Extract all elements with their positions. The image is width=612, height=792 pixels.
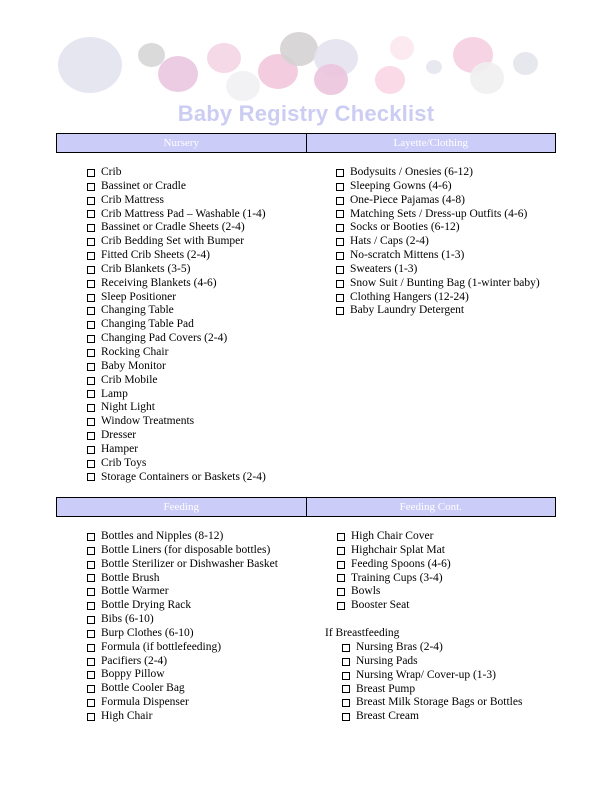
checkbox-icon[interactable] <box>87 671 95 679</box>
checklist-item <box>336 166 540 180</box>
checklist-item-label: Training Cups (3-4) <box>351 571 443 584</box>
checklist-item <box>87 235 266 249</box>
checklist-item-label: Nursing Pads <box>356 654 418 667</box>
checklist-item-label: Bottle Brush <box>101 571 160 584</box>
checklist-item <box>87 291 266 305</box>
checkbox-icon[interactable] <box>336 307 344 315</box>
bubble-decoration <box>390 36 414 60</box>
column-header-feeding-cont: Feeding Cont. <box>306 498 556 516</box>
checklist-item <box>342 669 522 683</box>
checklist-item-label: Hamper <box>101 442 139 455</box>
checkbox-icon[interactable] <box>336 280 344 288</box>
checklist-item <box>336 235 540 249</box>
checkbox-icon[interactable] <box>87 432 95 440</box>
checklist-item <box>336 263 540 277</box>
checklist-item <box>342 696 522 710</box>
checkbox-icon[interactable] <box>87 713 95 721</box>
checklist-item-label: No-scratch Mittens (1-3) <box>350 249 465 262</box>
checklist-item-label: Bottle Warmer <box>101 585 169 598</box>
checkbox-icon[interactable] <box>336 224 344 232</box>
checklist-item-label: Crib <box>101 166 122 178</box>
checkbox-icon[interactable] <box>342 672 350 680</box>
checkbox-icon[interactable] <box>87 363 95 371</box>
checkbox-icon[interactable] <box>336 183 344 191</box>
checklist-item <box>87 641 278 655</box>
checklist-item <box>87 585 278 599</box>
checklist-item <box>87 655 278 669</box>
checklist-item <box>337 544 451 558</box>
checklist-item-label: Crib Blankets (3-5) <box>101 262 191 275</box>
checklist-item <box>342 683 522 697</box>
checklist-item-label: Changing Pad Covers (2-4) <box>101 332 228 345</box>
checklist-item <box>87 613 278 627</box>
checklist-item <box>87 208 266 222</box>
checklist-item-label: Changing Table Pad <box>101 318 194 331</box>
checklist-item-label: Storage Containers or Baskets (2-4) <box>101 470 266 483</box>
bubble-decoration <box>280 32 318 66</box>
checklist-item <box>87 627 278 641</box>
checklist-item-label: Sweaters (1-3) <box>350 262 418 275</box>
checklist-item-label: Receiving Blankets (4-6) <box>101 276 217 289</box>
checkbox-icon[interactable] <box>87 294 95 302</box>
section-header-nursery-layette <box>56 133 556 153</box>
checklist-item <box>87 599 278 613</box>
checklist-item-label: Bottle Liners (for disposable bottles) <box>101 543 271 556</box>
checkbox-icon[interactable] <box>336 294 344 302</box>
checkbox-icon[interactable] <box>87 349 95 357</box>
checklist-item <box>87 544 278 558</box>
checkbox-icon[interactable] <box>87 377 95 385</box>
checkbox-icon[interactable] <box>336 169 344 177</box>
checklist-item-label: Crib Mattress <box>101 193 164 206</box>
bubble-decoration <box>226 71 260 101</box>
checklist-item-label: High Chair <box>101 709 153 722</box>
checklist-item <box>336 304 540 318</box>
checkbox-icon[interactable] <box>87 335 95 343</box>
checklist-item <box>87 180 266 194</box>
checklist-item <box>87 696 278 710</box>
checklist-item <box>87 277 266 291</box>
checklist-item-label: Breast Milk Storage Bags or Bottles <box>356 696 523 709</box>
checkbox-icon[interactable] <box>87 630 95 638</box>
checklist-item-label: Bottle Sterilizer or Dishwasher Basket <box>101 557 278 570</box>
checklist-item-label: Bottles and Nipples (8-12) <box>101 530 224 542</box>
checklist-item <box>87 332 266 346</box>
checkbox-icon[interactable] <box>87 210 95 218</box>
checkbox-icon[interactable] <box>336 266 344 274</box>
checklist-item <box>87 530 278 544</box>
checkbox-icon[interactable] <box>87 699 95 707</box>
checklist-item-label: Dresser <box>101 429 137 442</box>
checkbox-icon[interactable] <box>87 547 95 555</box>
checklist-item-label: Bibs (6-10) <box>101 613 154 626</box>
checklist-item-label: Baby Monitor <box>101 359 166 372</box>
checkbox-icon[interactable] <box>336 238 344 246</box>
checkbox-icon[interactable] <box>87 616 95 624</box>
checkbox-icon[interactable] <box>342 658 350 666</box>
checklist-item-label: Bassinet or Cradle <box>101 179 186 192</box>
checklist-item-label: Boppy Pillow <box>101 668 165 681</box>
checklist-item-label: Bottle Cooler Bag <box>101 682 185 695</box>
feeding-checklist <box>87 530 278 724</box>
bubble-decoration <box>470 62 504 94</box>
checklist-item <box>87 263 266 277</box>
checklist-item <box>87 346 266 360</box>
checklist-item-label: Socks or Booties (6-12) <box>350 221 460 234</box>
checklist-item-label: Crib Mattress Pad – Washable (1-4) <box>101 207 266 220</box>
checklist-item-label: Bodysuits / Onesies (6-12) <box>350 166 473 178</box>
checklist-item <box>337 572 451 586</box>
checklist-item <box>87 471 266 485</box>
checklist-item <box>87 360 266 374</box>
checklist-item <box>342 710 522 724</box>
checklist-item <box>87 166 266 180</box>
checklist-item <box>87 572 278 586</box>
checkbox-icon[interactable] <box>87 224 95 232</box>
checklist-item-label: Sleep Positioner <box>101 290 177 303</box>
checklist-item-label: Night Light <box>101 401 155 414</box>
checklist-item <box>87 221 266 235</box>
checklist-item-label: High Chair Cover <box>351 530 434 542</box>
checklist-item-label: Baby Laundry Detergent <box>350 304 465 317</box>
checklist-item-label: Lamp <box>101 387 128 400</box>
checklist-item <box>87 558 278 572</box>
checklist-item <box>342 655 522 669</box>
checklist-item <box>87 429 266 443</box>
checklist-item <box>337 558 451 572</box>
checkbox-icon[interactable] <box>337 561 345 569</box>
checkbox-icon[interactable] <box>342 699 350 707</box>
checkbox-icon[interactable] <box>87 266 95 274</box>
checklist-item-label: Rocking Chair <box>101 345 169 358</box>
checkbox-icon[interactable] <box>87 574 95 582</box>
decorative-bubbles-banner <box>0 0 612 100</box>
checkbox-icon[interactable] <box>87 446 95 454</box>
checkbox-icon[interactable] <box>337 602 345 610</box>
checklist-item-label: Formula Dispenser <box>101 696 189 709</box>
column-header-layette-clothing: Layette/Clothing <box>306 134 556 152</box>
checklist-item-label: One-Piece Pajamas (4-8) <box>350 193 465 206</box>
checklist-item <box>87 249 266 263</box>
bubble-decoration <box>58 37 122 93</box>
checkbox-icon[interactable] <box>336 252 344 260</box>
checkbox-icon[interactable] <box>336 210 344 218</box>
page-title: Baby Registry Checklist <box>177 101 435 126</box>
checkbox-icon[interactable] <box>87 252 95 260</box>
checklist-item-label: Crib Bedding Set with Bumper <box>101 235 245 248</box>
layette-clothing-checklist <box>336 166 540 318</box>
checklist-item-label: Bassinet or Cradle Sheets (2-4) <box>101 221 245 234</box>
checklist-item-label: Sleeping Gowns (4-6) <box>350 179 452 192</box>
bubble-decoration <box>513 52 538 75</box>
column-header-nursery: Nursery <box>163 137 199 149</box>
bubble-decoration <box>426 60 442 74</box>
checklist-item <box>87 318 266 332</box>
checkbox-icon[interactable] <box>87 602 95 610</box>
checklist-item <box>337 599 451 613</box>
checkbox-icon[interactable] <box>342 685 350 693</box>
checkbox-icon[interactable] <box>337 574 345 582</box>
checklist-item-label: Nursing Wrap/ Cover-up (1-3) <box>356 668 496 681</box>
checklist-item <box>87 374 266 388</box>
checklist-item-label: Breast Pump <box>356 682 416 695</box>
checklist-item <box>87 388 266 402</box>
checkbox-icon[interactable] <box>87 280 95 288</box>
section-header-feeding <box>56 497 556 517</box>
checklist-item-label: Formula (if bottlefeeding) <box>101 640 222 653</box>
checklist-item <box>336 180 540 194</box>
checklist-item-label: Pacifiers (2-4) <box>101 654 168 667</box>
checklist-item-label: Changing Table <box>101 304 174 317</box>
checklist-item <box>337 530 451 544</box>
checkbox-icon[interactable] <box>87 183 95 191</box>
checklist-item-label: Matching Sets / Dress-up Outfits (4-6) <box>350 207 528 220</box>
checkbox-icon[interactable] <box>337 533 345 541</box>
checklist-item <box>87 457 266 471</box>
checkbox-icon[interactable] <box>337 547 345 555</box>
checkbox-icon[interactable] <box>342 644 350 652</box>
checkbox-icon[interactable] <box>336 197 344 205</box>
checklist-item-label: Nursing Bras (2-4) <box>356 641 443 653</box>
checklist-item <box>87 668 278 682</box>
feeding-cont-checklist <box>337 530 451 613</box>
checklist-item-label: Crib Mobile <box>101 373 158 386</box>
bubble-decoration <box>207 43 241 73</box>
checklist-item <box>336 221 540 235</box>
checklist-item <box>336 194 540 208</box>
checklist-item-label: Bowls <box>351 585 381 598</box>
breastfeeding-checklist <box>342 641 522 724</box>
checkbox-icon[interactable] <box>87 404 95 412</box>
checkbox-icon[interactable] <box>87 238 95 246</box>
checklist-item <box>337 585 451 599</box>
bubble-decoration <box>314 64 348 95</box>
checkbox-icon[interactable] <box>87 169 95 177</box>
bubble-decoration <box>375 66 405 94</box>
checklist-item <box>342 641 522 655</box>
checklist-item <box>336 208 540 222</box>
checkbox-icon[interactable] <box>87 644 95 652</box>
checkbox-icon[interactable] <box>87 473 95 481</box>
bubble-decoration <box>158 56 198 92</box>
checklist-item-label: Window Treatments <box>101 415 195 428</box>
checklist-item <box>87 304 266 318</box>
checklist-item-label: Breast Cream <box>356 710 419 723</box>
checklist-item <box>87 415 266 429</box>
checkbox-icon[interactable] <box>87 658 95 666</box>
checklist-item <box>336 277 540 291</box>
checkbox-icon[interactable] <box>87 307 95 315</box>
checklist-item-label: Crib Toys <box>101 456 147 469</box>
checklist-item-label: Feeding Spoons (4-6) <box>351 557 451 570</box>
checklist-item-label: Burp Clothes (6-10) <box>101 626 194 639</box>
checkbox-icon[interactable] <box>87 561 95 569</box>
checkbox-icon[interactable] <box>87 588 95 596</box>
checklist-item <box>87 710 278 724</box>
checkbox-icon[interactable] <box>87 390 95 398</box>
checkbox-icon[interactable] <box>337 588 345 596</box>
checklist-item <box>87 682 278 696</box>
checklist-item <box>336 291 540 305</box>
checklist-item-label: Snow Suit / Bunting Bag (1-winter baby) <box>350 276 540 289</box>
checklist-item <box>87 401 266 415</box>
checkbox-icon[interactable] <box>87 197 95 205</box>
checkbox-icon[interactable] <box>87 533 95 541</box>
checkbox-icon[interactable] <box>87 418 95 426</box>
checkbox-icon[interactable] <box>87 460 95 468</box>
checklist-item-label: Booster Seat <box>351 599 410 612</box>
checkbox-icon[interactable] <box>342 713 350 721</box>
checklist-item-label: Bottle Drying Rack <box>101 599 192 612</box>
checklist-item-label: Highchair Splat Mat <box>351 543 445 556</box>
checkbox-icon[interactable] <box>87 685 95 693</box>
nursery-checklist <box>87 166 266 484</box>
checklist-item-label: Hats / Caps (2-4) <box>350 235 429 248</box>
checkbox-icon[interactable] <box>87 321 95 329</box>
checklist-item <box>87 194 266 208</box>
checklist-item-label: Fitted Crib Sheets (2-4) <box>101 249 210 262</box>
checklist-item <box>336 249 540 263</box>
column-header-feeding: Feeding <box>163 501 199 513</box>
checklist-item <box>87 443 266 457</box>
checklist-item-label: Clothing Hangers (12-24) <box>350 290 469 303</box>
if-breastfeeding-subheading: If Breastfeeding <box>325 627 400 639</box>
